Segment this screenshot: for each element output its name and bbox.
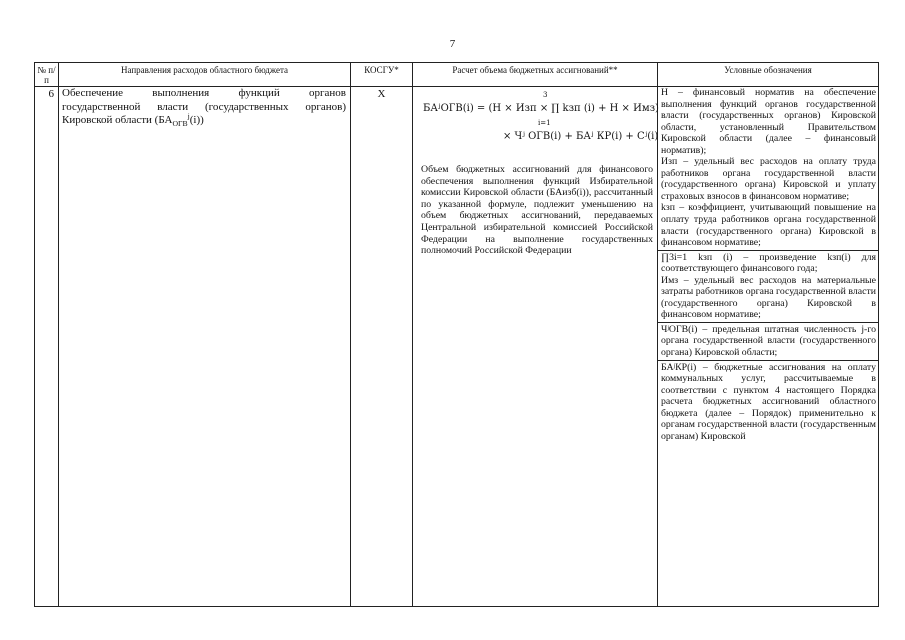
header-num: № п/п — [35, 63, 59, 87]
legend-item: kзп – коэффициент, учитывающий повышение на оплату труда работников органа государственной власти (государственного органа) Кировской в финансовом нормативе; — [661, 202, 876, 249]
prod-lower-limit: i=1 — [538, 119, 551, 127]
formula-line-1: БАʲОГВ(i) = (Н × Изп × ∏ kзп (i) + Н × Имз) — [423, 103, 659, 114]
direction-text: Обеспечение выполнения функций органов государственной власти (государственных органов) Кировской области (БА — [62, 87, 346, 126]
prod-upper-limit: 3 — [543, 91, 548, 99]
formula-line-2: × Чʲ ОГВ(i) + БАʲ КР(i) + Cʲ(i) — [503, 131, 659, 142]
formula — [421, 87, 659, 149]
budget-table — [34, 62, 879, 607]
legend-cell — [658, 87, 879, 607]
direction-tail: (i)) — [189, 114, 204, 126]
header-kosgu: КОСГУ* — [351, 63, 413, 87]
legend-item: Имз – удельный вес расходов на материальные затраты работников органа государственной власти (государственного органа) Кировской в финансовом нормативе; — [661, 274, 876, 321]
direction-sub: ОГВ — [172, 119, 188, 129]
calc-description: Объем бюджетных ассигнований для финансового обеспечения выполнения функций Избирательной комиссии Кировской области (БАизб(i)), рассчитанный по указанной формуле, подлежит уменьшению на объем бюджетных ассигнований, передаваемых Центральной избирательной комиссией Российской Федерации на выполнение государственных полномочий Российской Федерации — [421, 164, 653, 257]
calc-cell — [413, 87, 658, 607]
direction-cell — [59, 87, 351, 607]
header-direction: Направления расходов областного бюджета — [59, 63, 351, 87]
legend-divider — [658, 322, 878, 323]
page-number: 7 — [449, 38, 456, 50]
table-header-row — [35, 63, 879, 87]
row-number: 6 — [35, 87, 59, 607]
kosgu-cell: Х — [351, 87, 413, 607]
legend-item: Н – финансовый норматив на обеспечение выполнения функций органов государственной власти (государственных органов) Кировской области, установленный Правительством Кировской области (далее – финансовый норматив); — [661, 87, 876, 156]
legend-divider — [658, 360, 878, 361]
legend-item: Изп – удельный вес расходов на оплату труда работников органа государственной власти (государственного органа) Кировской и уплату страховых взносов в финансовом нормативе; — [661, 156, 876, 202]
direction-sup: j — [187, 111, 190, 121]
header-legend: Условные обозначения — [658, 63, 879, 87]
legend-item: БАʲКР(i) – бюджетные ассигнования на оплату коммунальных услуг, рассчитываемые в соответствии с пунктом 4 настоящего Порядка расчета бюджетных ассигнований областного бюджета (далее – Порядок) применительно к органам государственной власти (государственным органам) Кировской — [661, 361, 876, 442]
table-row — [35, 87, 879, 607]
legend-divider — [658, 250, 878, 251]
legend-item: ЧʲОГВ(i) – предельная штатная численность j-го органа государственной власти (государственного органа) Кировской области; — [661, 323, 876, 359]
legend-item: ∏3i=1 kзп (i) – произведение kзп(i) для соответствующего финансового года; — [661, 251, 876, 275]
header-calc: Расчет объема бюджетных ассигнований** — [413, 63, 658, 87]
